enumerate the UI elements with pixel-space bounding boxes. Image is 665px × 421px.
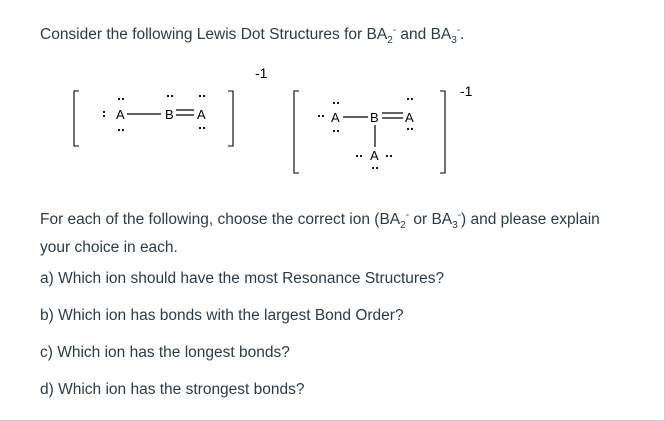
atom-b: B — [165, 107, 174, 122]
left-bracket — [74, 91, 79, 146]
atom-b: B — [370, 110, 379, 125]
ba3-lewis-structure — [294, 83, 473, 173]
ba2-lewis-structure — [74, 65, 268, 146]
instruction-text: For each of the following, choose the correct ion ($BA_2^-$ or $BA_3^-$) and please explain your choice in each. — [40, 209, 600, 256]
question-c: c) Which ion has the longest bonds? — [40, 344, 290, 361]
atom-a: A — [197, 107, 206, 122]
question-b: b) Which ion has bonds with the largest Bond Order? — [40, 307, 404, 324]
question-a: a) Which ion should have the most Resonance Structures? — [40, 270, 445, 287]
charge-label: -1 — [460, 83, 473, 99]
atom-a: A — [331, 110, 340, 125]
atom-a: A — [405, 110, 414, 125]
lewis-structures-figure — [0, 0, 665, 200]
question-d: d) Which ion has the strongest bonds? — [40, 381, 305, 398]
charge-label: -1 — [255, 65, 268, 81]
right-bracket — [440, 91, 445, 173]
intro-text: Consider the following Lewis Dot Structures for $BA_2^-$ and $BA_3^-$. — [40, 24, 465, 47]
right-bracket — [228, 91, 233, 146]
atom-a: A — [116, 107, 125, 122]
atom-a: A — [370, 148, 379, 163]
left-bracket — [294, 91, 299, 173]
